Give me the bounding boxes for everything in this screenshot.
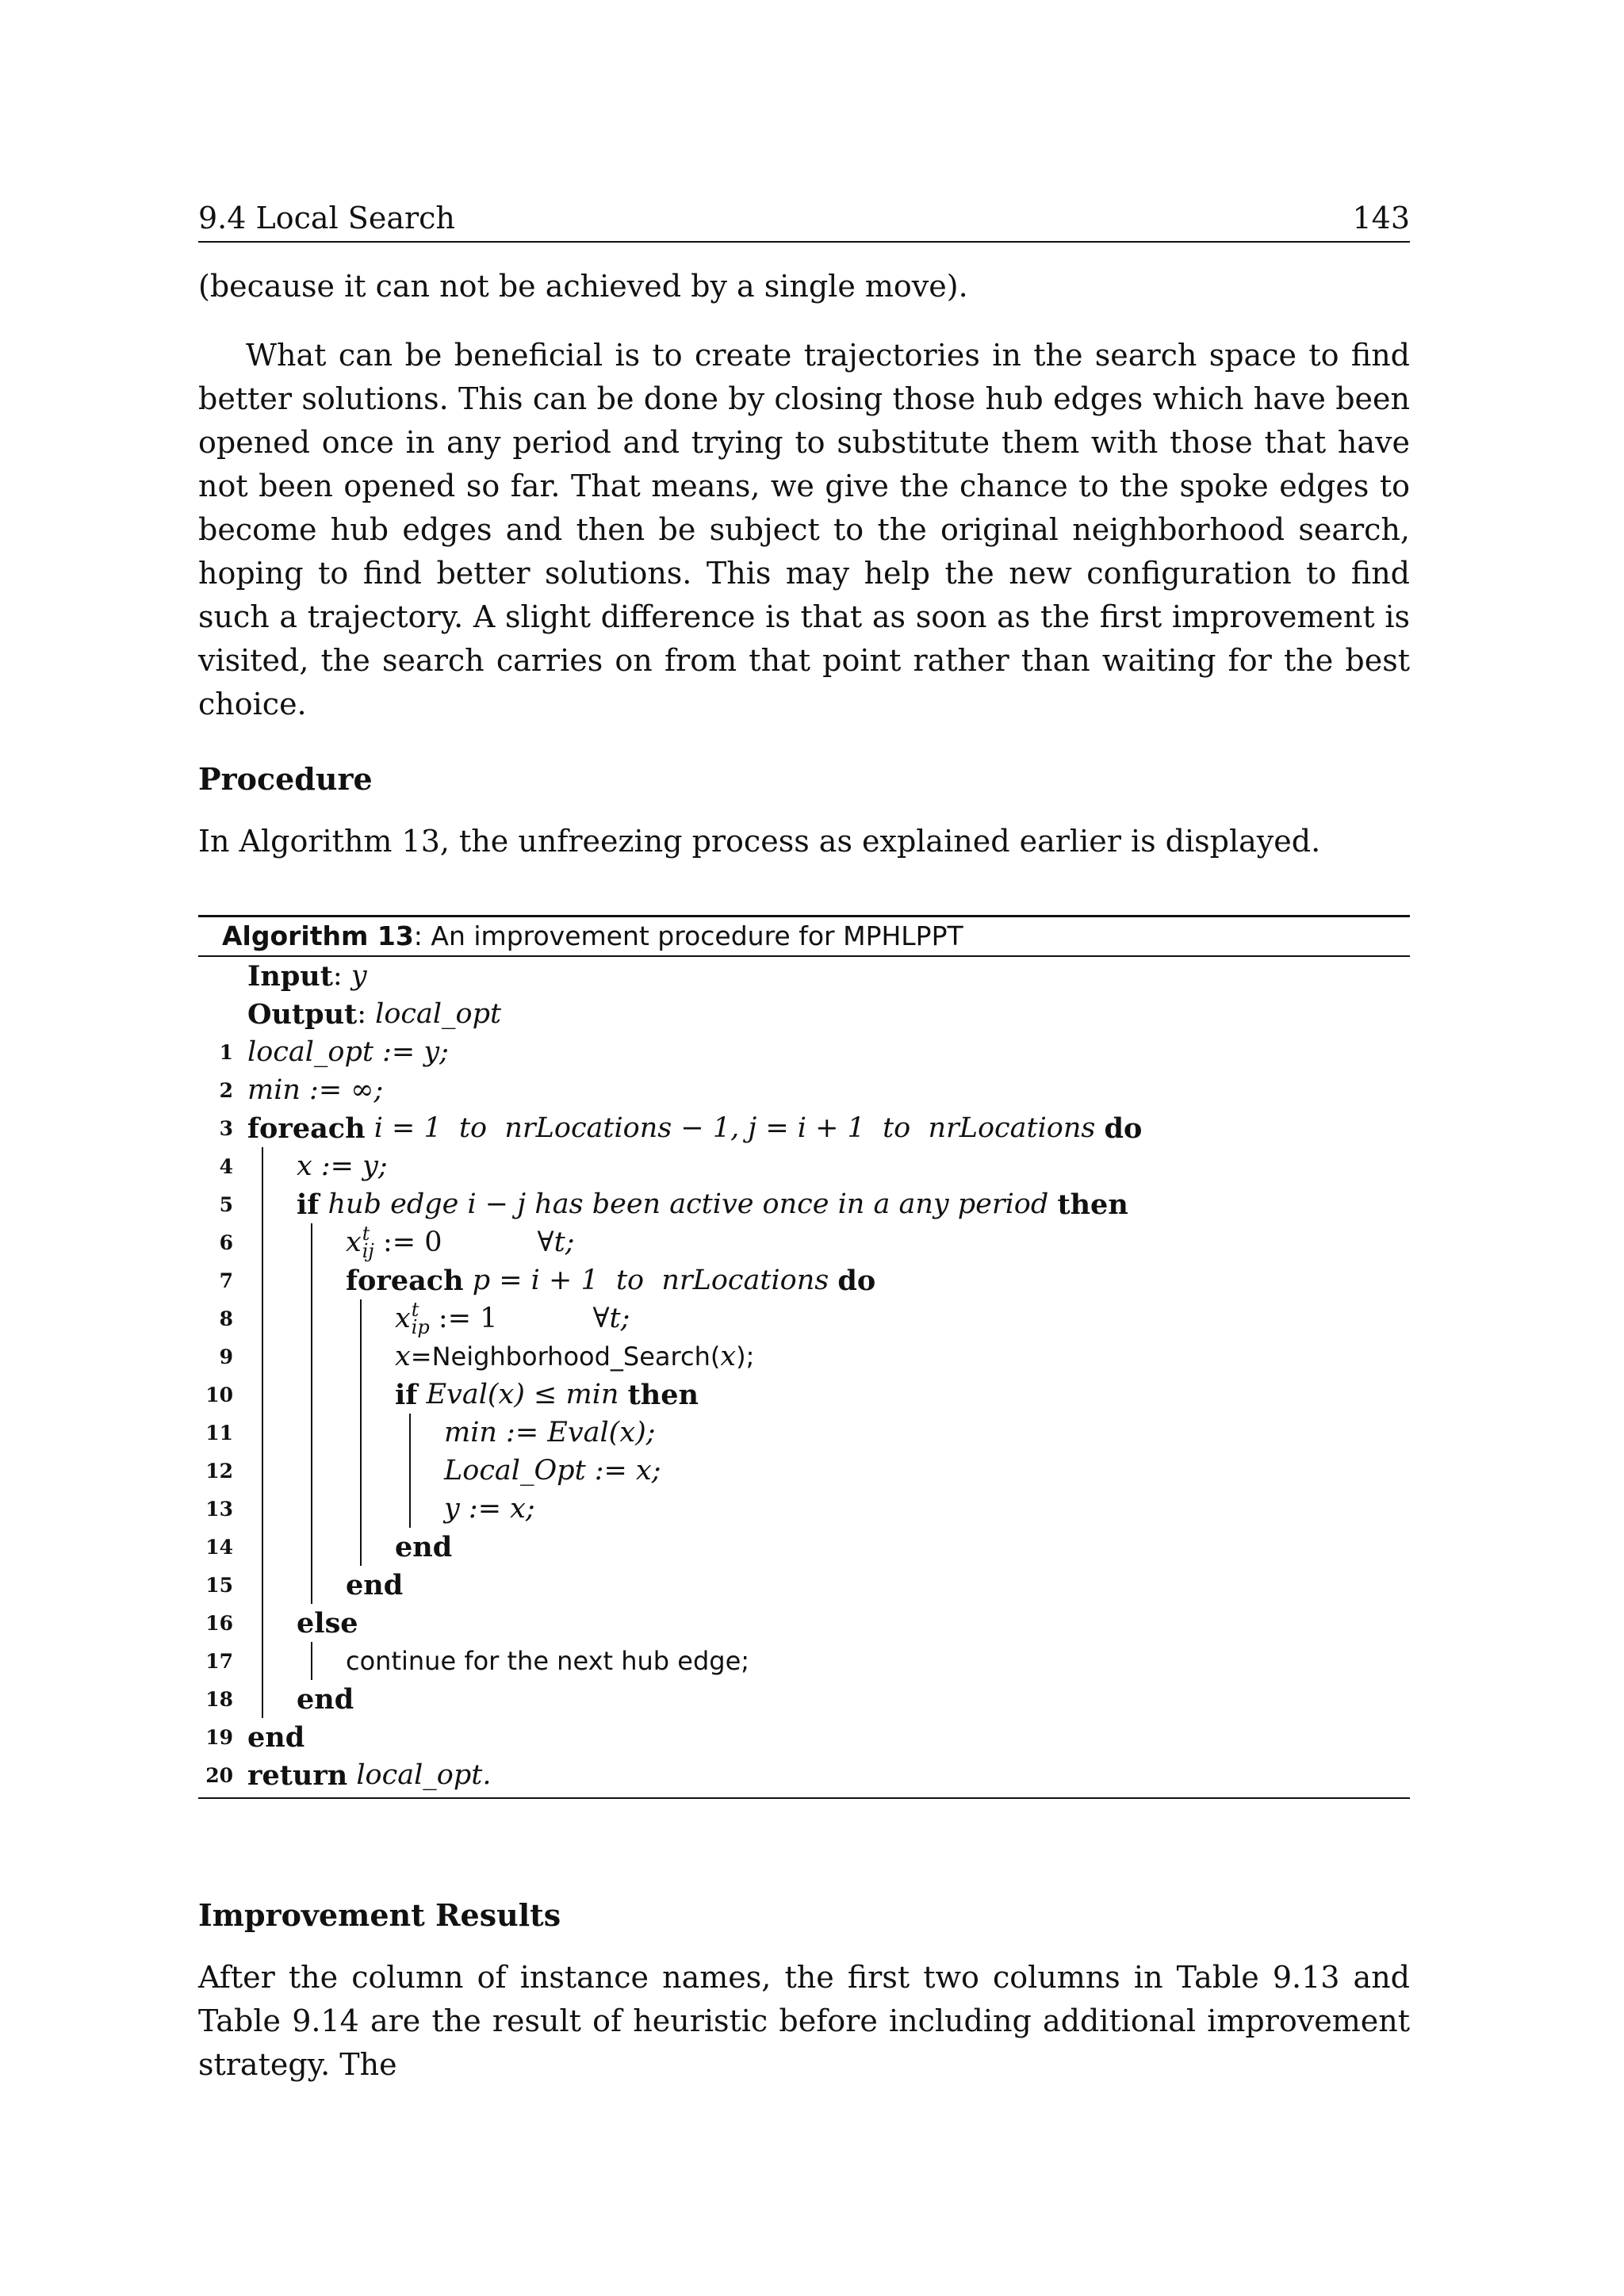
algorithm-output-line: Output : local_opt <box>247 997 502 1031</box>
block-bar <box>311 1642 312 1680</box>
code-var: x <box>720 1341 737 1372</box>
block-bar <box>311 1337 312 1376</box>
input-keyword: Input <box>247 959 333 993</box>
code-text: := 1 <box>429 1303 498 1334</box>
line-number: 11 <box>205 1421 233 1445</box>
line-number: 12 <box>205 1459 233 1483</box>
algorithm-line <box>198 1223 1410 1261</box>
block-bar <box>360 1414 362 1452</box>
line-number: 13 <box>205 1497 233 1521</box>
algorithm-line <box>198 1376 1410 1414</box>
algorithm-line <box>198 1033 1410 1071</box>
code-text: local_opt. <box>356 1759 492 1791</box>
line-number: 3 <box>219 1116 233 1140</box>
block-bar <box>360 1337 362 1376</box>
code-text: y := x; <box>444 1493 535 1525</box>
line-number: 15 <box>205 1573 233 1597</box>
block-bar <box>262 1299 263 1337</box>
keyword: end <box>395 1530 453 1563</box>
block-bar <box>360 1528 362 1566</box>
algorithm-line <box>198 1299 1410 1337</box>
block-bar <box>262 1680 263 1718</box>
block-bar <box>311 1490 312 1528</box>
algorithm-line <box>198 1490 1410 1528</box>
output-value: local_opt <box>375 998 502 1030</box>
line-number: 20 <box>205 1763 233 1787</box>
algorithm-title: An improvement procedure for MPHLPPT <box>431 920 963 951</box>
superscript: t <box>411 1299 419 1321</box>
algorithm-line <box>198 1756 1410 1794</box>
algorithm-line <box>198 1337 1410 1376</box>
algorithm-line <box>198 1718 1410 1756</box>
code-text: ∀t; <box>592 1303 630 1334</box>
paragraph-results: After the column of instance names, the first two columns in Table 9.13 and Table 9.14 are the result of heuristic before including additional improvement strategy. The <box>198 1960 1410 2082</box>
keyword: end <box>247 1720 305 1754</box>
paragraph-continuation: (because it can not be achieved by a single move). <box>198 269 968 304</box>
algorithm-line <box>198 1414 1410 1452</box>
algorithm-caption: Algorithm 13: An improvement procedure for MPHLPPT <box>198 915 1410 957</box>
subscript: ij <box>362 1240 374 1262</box>
line-number: 1 <box>219 1040 233 1064</box>
algorithm-label: Algorithm 13 <box>222 920 414 951</box>
code-text: Eval(x) ≤ min <box>426 1379 619 1410</box>
keyword: else <box>297 1606 358 1640</box>
block-bar <box>262 1604 263 1642</box>
block-bar <box>262 1490 263 1528</box>
code-text: p = i + 1 to nrLocations <box>472 1265 829 1296</box>
code-text: := 0 <box>373 1226 442 1258</box>
block-bar <box>262 1261 263 1299</box>
block-bar <box>311 1414 312 1452</box>
algorithm-box <box>198 915 1410 1799</box>
algorithm-line <box>198 1604 1410 1642</box>
algorithm-line <box>198 1566 1410 1604</box>
code-text: x := y; <box>297 1150 388 1182</box>
algorithm-line <box>198 1528 1410 1566</box>
block-bar <box>409 1414 411 1452</box>
block-bar <box>262 1452 263 1490</box>
code-var: x <box>395 1341 411 1372</box>
line-number: 4 <box>219 1154 233 1178</box>
running-header <box>198 198 1410 243</box>
keyword: return <box>247 1758 348 1792</box>
code-text: Local_Opt := x; <box>444 1455 661 1487</box>
block-bar <box>262 1337 263 1376</box>
code-text: min := Eval(x); <box>444 1417 656 1448</box>
input-value: y <box>350 960 367 992</box>
algorithm-line <box>198 1185 1410 1223</box>
keyword: end <box>346 1568 404 1601</box>
block-bar <box>262 1185 263 1223</box>
block-bar <box>311 1566 312 1604</box>
block-bar <box>262 1642 263 1680</box>
code-text: local_opt := y; <box>247 1036 449 1068</box>
code-text: ); <box>736 1341 755 1372</box>
paragraph-trajectories: What can be beneficial is to create trajectories in the search space to find better solutions. This can be done by closing those hub edges which have been opened once in any period and trying to substitute them with those that have not been opened so far. That means, we give the chance to the spoke edges to become hub edges and then be subject to the original neighborhood search, hoping to find better solutions. This may help the new configuration to find such a trajectory. A slight difference is that as soon as the first improvement is visited, the search carries on from that point rather than waiting for the best choice. <box>198 338 1410 721</box>
keyword: then <box>1057 1188 1128 1221</box>
line-number: 17 <box>205 1649 233 1673</box>
keyword: if <box>395 1378 418 1411</box>
code-text: i = 1 to nrLocations − 1, j = i + 1 to nrLocations <box>373 1112 1096 1144</box>
block-bar <box>262 1414 263 1452</box>
algorithm-line <box>198 1642 1410 1680</box>
keyword: do <box>837 1264 876 1297</box>
block-bar <box>262 1566 263 1604</box>
heading-procedure: Procedure <box>198 761 373 797</box>
block-bar <box>409 1452 411 1490</box>
algorithm-body <box>198 957 1410 1799</box>
code-var: x <box>395 1303 411 1334</box>
block-bar <box>311 1261 312 1299</box>
block-bar <box>311 1528 312 1566</box>
line-number: 2 <box>219 1078 233 1102</box>
block-bar <box>360 1376 362 1414</box>
line-number: 8 <box>219 1307 233 1330</box>
code-text: ∀t; <box>537 1226 575 1258</box>
keyword: end <box>297 1682 354 1716</box>
output-keyword: Output <box>247 997 358 1031</box>
block-bar <box>360 1452 362 1490</box>
page-number: 143 <box>1352 201 1410 235</box>
block-bar <box>311 1376 312 1414</box>
algorithm-line <box>198 1261 1410 1299</box>
paragraph-procedure: In Algorithm 13, the unfreezing process as explained earlier is displayed. <box>198 824 1321 859</box>
page <box>198 198 1410 2087</box>
algorithm-line <box>198 1680 1410 1718</box>
block-bar <box>409 1490 411 1528</box>
line-number: 10 <box>205 1383 233 1406</box>
line-number: 9 <box>219 1345 233 1368</box>
algorithm-line <box>198 1109 1410 1147</box>
code-var: x <box>346 1226 362 1258</box>
keyword: then <box>627 1378 699 1411</box>
block-bar <box>360 1299 362 1337</box>
line-number: 5 <box>219 1192 233 1216</box>
function-name: =Neighborhood_Search( <box>410 1341 721 1372</box>
keyword: foreach <box>247 1112 366 1145</box>
code-text: hub edge i − j has been active once in a any period <box>327 1188 1049 1220</box>
block-bar <box>311 1299 312 1337</box>
code-text: min := ∞; <box>247 1074 384 1106</box>
block-bar <box>262 1147 263 1185</box>
block-bar <box>262 1528 263 1566</box>
keyword: if <box>297 1188 320 1221</box>
subscript: ip <box>411 1316 430 1338</box>
block-bar <box>262 1223 263 1261</box>
line-number: 14 <box>205 1535 233 1559</box>
line-number: 18 <box>205 1687 233 1711</box>
keyword: do <box>1104 1112 1143 1145</box>
algorithm-input-line: Input : y <box>247 959 367 993</box>
line-number: 16 <box>205 1611 233 1635</box>
section-title: 9.4 Local Search <box>198 201 455 235</box>
keyword: foreach <box>346 1264 464 1297</box>
superscript: t <box>362 1223 370 1245</box>
block-bar <box>311 1223 312 1261</box>
block-bar <box>360 1490 362 1528</box>
line-number: 7 <box>219 1269 233 1292</box>
algorithm-line <box>198 1147 1410 1185</box>
line-number: 6 <box>219 1230 233 1254</box>
heading-improvement-results: Improvement Results <box>198 1897 561 1933</box>
block-bar <box>311 1452 312 1490</box>
code-text: continue for the next hub edge; <box>346 1646 750 1676</box>
line-number: 19 <box>205 1725 233 1749</box>
algorithm-line <box>198 1452 1410 1490</box>
block-bar <box>262 1376 263 1414</box>
algorithm-line <box>198 1071 1410 1109</box>
